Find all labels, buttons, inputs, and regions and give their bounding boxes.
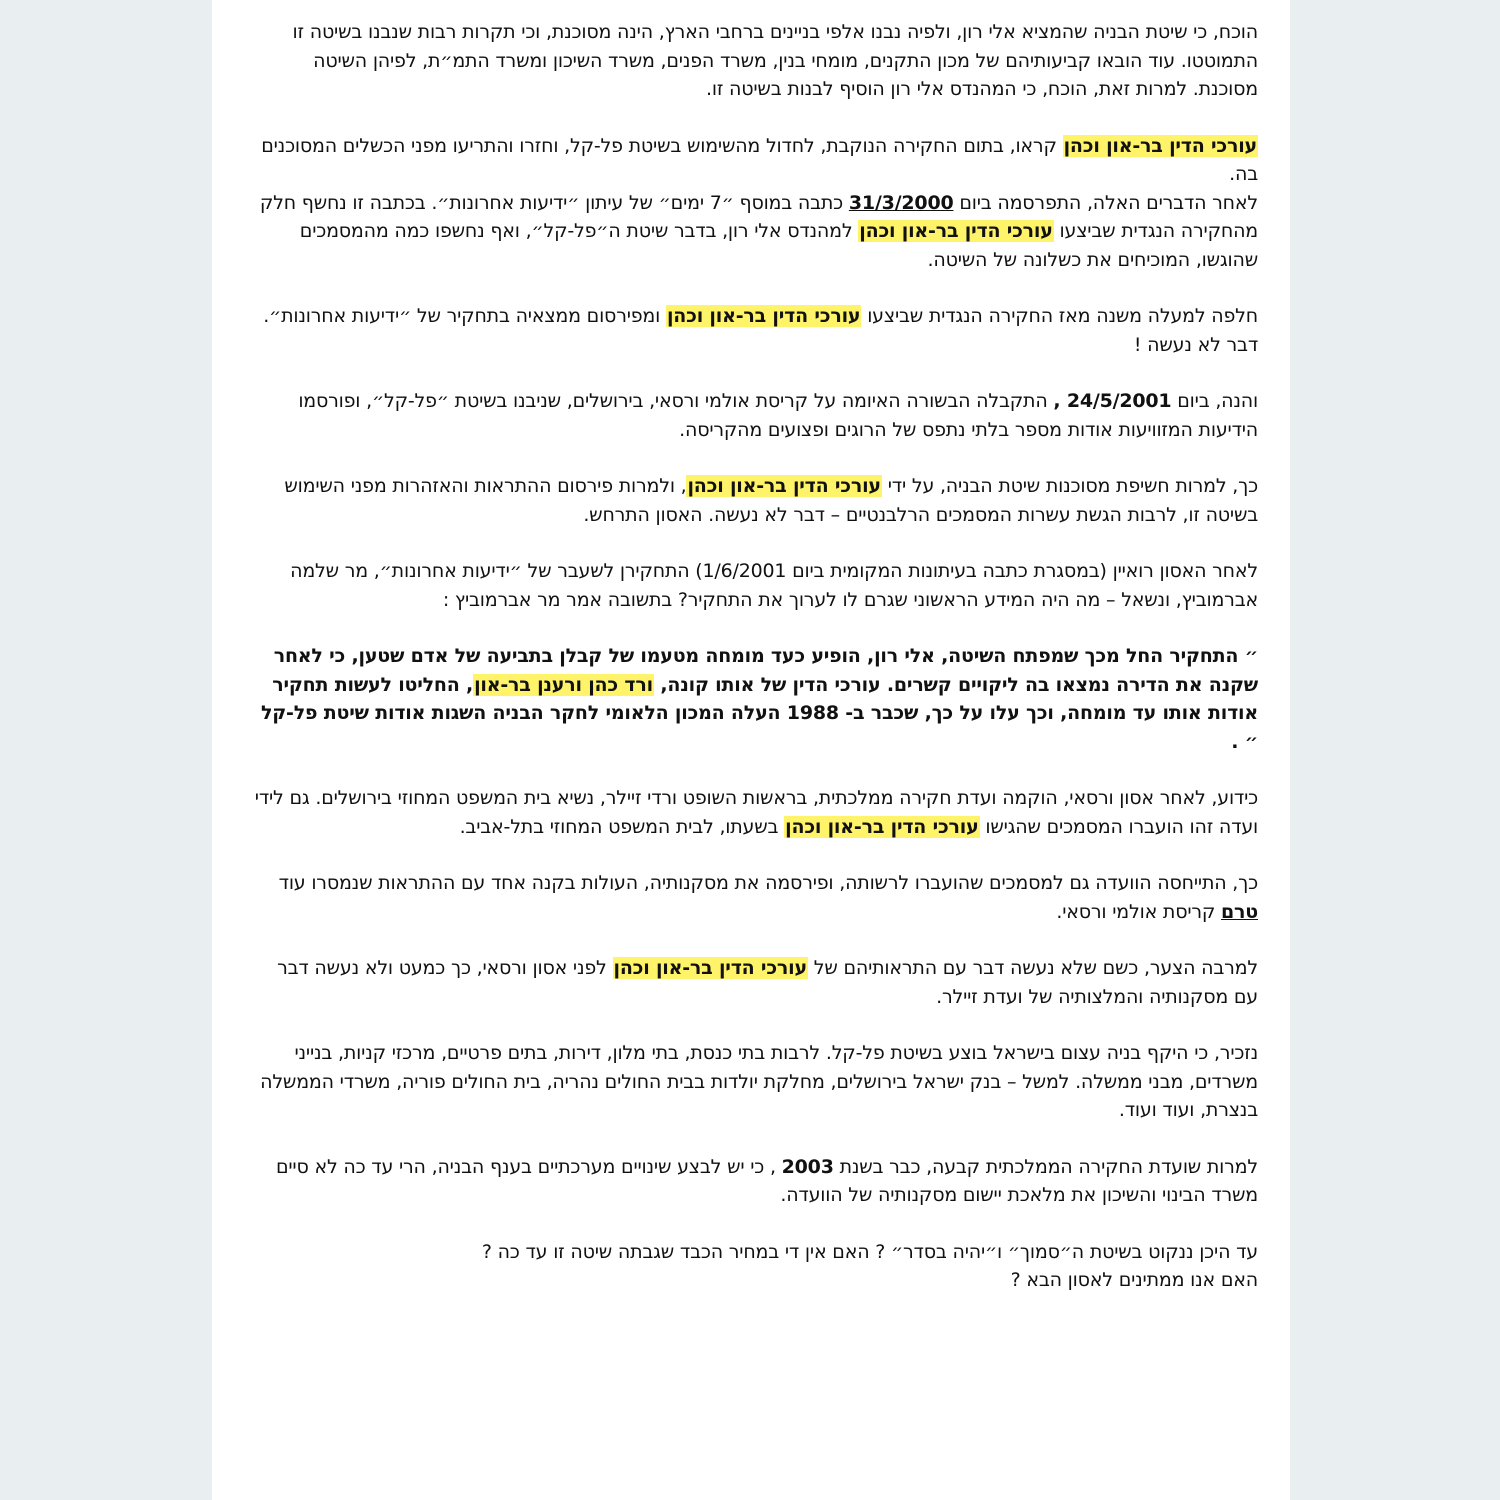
quote-text-1: ״ התחקיר החל מכך שמפתח השיטה, אלי רון, הופיע כעד מומחה מטעמו של קבלן בתביעה של אדם שטען, כי לאחר שקנה את הדירה נמצאו בה ליקויים קשרים. עורכי הדין של אותו קונה, <box>273 645 1258 696</box>
paragraph-3-text-2: ומפירסום ממצאיה בתחקיר של ״ידיעות אחרונות״. דבר לא נעשה ! <box>263 305 1258 356</box>
highlight-lawyers: עורכי הדין בר-און וכהן <box>1063 134 1257 157</box>
paragraph-12b: האם אנו ממתינים לאסון הבא ? <box>1010 1269 1258 1291</box>
paragraph-4 <box>254 387 1258 444</box>
paragraph-10: נזכיר, כי היקף בניה עצום בישראל בוצע בשיטת פל-קל. לרבות בתי כנסת, בתי מלון, דירות, בתים פרטיים, מרכזי קניות, בנייני משרדים, מבני ממשלה. למשל – בנק ישראל בירושלים, מחלקת יולדות בבית החולים נהריה, בית החולים פוריה, משרדי הממשלה בנצרת, ועוד ועוד. <box>260 1042 1258 1121</box>
paragraph-8-text-2: קריסת אולמי ורסאי. <box>1056 900 1222 923</box>
paragraph-7-text-2: בשעתו, לבית המשפט המחוזי בתל-אביב. <box>459 815 785 838</box>
date-2000: 31/3/2000 <box>848 191 954 214</box>
highlight-lawyers: עורכי הדין בר-און וכהן <box>687 475 881 497</box>
paragraph-6: לאחר האסון רואיין (במסגרת כתבה בעיתונות המקומית ביום 1/6/2001) התחקירן לשעבר של ״ידיעות אחרונות״, מר שלמה אברמוביץ, ונשאל – מה היה המידע הראשוני שגרם לו לערוך את התחקיר? בתשובה אמר מר אברמוביץ : <box>290 560 1258 611</box>
paragraph-3-text-1: חלפה למעלה משנה מאז החקירה הנגדית שביצעו <box>861 305 1258 327</box>
paragraph-2b-text-3: למהנדס אלי רון, בדבר שיטת ה״פל-קל״, ואף נחשפו כמה מהמסמכים שהוגשו, המוכיחים את כשלונה של השיטה. <box>299 220 1258 271</box>
paragraph-5-text-2: , ולמרות פירסום ההתראות והאזהרות מפני השימוש בשיטה זו, לרבות הגשת עשרות המסמכים הרלבנטיים – דבר לא נעשה. האסון התרחש. <box>284 475 1258 526</box>
paragraph-11 <box>254 1153 1258 1210</box>
paragraph-11-text-1: למרות שועדת החקירה הממלכתית קבעה, כבר בשנת <box>833 1155 1258 1178</box>
highlight-lawyers: עורכי הדין בר-און וכהן <box>613 957 807 979</box>
highlight-lawyers: עורכי הדין בר-און וכהן <box>666 305 861 327</box>
paragraph-7-text-1: כידוע, לאחר אסון ורסאי, הוקמה ועדת חקירה ממלכתית, בראשות השופט ורדי זיילר, נשיא בית המשפט המחוזי בירושלים. גם לידי ועדה זהו הועברו המסמכים שהגישו <box>254 787 1258 838</box>
highlight-lawyer-names: ורד כהן ורענן בר-און <box>474 673 653 696</box>
paragraph-3 <box>254 302 1258 359</box>
document-body <box>254 18 1258 1323</box>
emphasis-term: טרם <box>1221 900 1258 923</box>
paragraph-12a: עד היכן ננקוט בשיטת ה״סמוך״ ו״יהיה בסדר״ ? האם אין די במחיר הכבד שגבתה שיטה זו עד כה ? <box>481 1240 1258 1263</box>
paragraph-2b <box>254 189 1258 275</box>
year-2003: 2003 <box>781 1155 834 1178</box>
highlight-lawyers: עורכי הדין בר-און וכהן <box>785 815 979 838</box>
date-2001: 24/5/2001 , <box>1053 390 1172 412</box>
paragraph-1: הוכח, כי שיטת הבניה שהמציא אלי רון, ולפיה נבנו אלפי בניינים ברחבי הארץ, הינה מסוכנת, וכי תקרות רבות שנבנו בשיטה זו התמוטטו. עוד הובאו קביעותיהם של מכון התקנים, מומחי בנין, משרד הפנים, משרד השיכון ומשרד התמ״ת, לפיהן השיטה מסוכנת. למרות זאת, הוכח, כי המהנדס אלי רון הוסיף לבנות בשיטה זו. <box>292 21 1258 100</box>
quote-text-2: , החליטו לעשות תחקיר אודות אותו עד מומחה, וכך עלו על כך, שכבר ב- 1988 העלה המכון הלאומי לחקר הבניה השגות אודות שיטת פל-קל ״ . <box>260 673 1258 753</box>
paragraph-11-text-2: , כי יש לבצע שינויים מערכתיים בענף הבניה, הרי עד כה לא סיים משרד הבינוי והשיכון את מלאכת יישום מסקנותיה של הוועדה. <box>275 1155 1258 1206</box>
paragraph-4-text-2: התקבלה הבשורה האיומה על קריסת אולמי ורסאי, בירושלים, שניבנו בשיטת ״פל-קל״, ופורסמו הידיעות המזוויעות אודות מספר בלתי נתפס של הרוגים ופצועים מהקריסה. <box>298 390 1258 441</box>
paragraph-2b-text-2: כתבה במוסף ״7 ימים״ של עיתון ״ידיעות אחרונות״. בכתבה זו נחשף חלק מהחקירה הנגדית שביצעו <box>259 191 1258 242</box>
highlight-lawyers: עורכי הדין בר-און וכהן <box>859 220 1053 242</box>
document-page <box>212 0 1290 1500</box>
paragraph-5 <box>254 472 1258 529</box>
paragraph-5-text-1: כך, למרות חשיפת מסוכנות שיטת הבניה, על ידי <box>881 475 1258 497</box>
paragraph-2a-text: קראו, בתום החקירה הנוקבת, לחדול מהשימוש בשיטת פל-קל, וחזרו והתריעו מפני הכשלים המסוכנים בה. <box>261 134 1258 185</box>
paragraph-2a <box>254 132 1258 189</box>
paragraph-7 <box>254 784 1258 841</box>
quote-paragraph <box>254 642 1258 756</box>
paragraph-4-text-1: והנה, ביום <box>1171 390 1258 412</box>
paragraph-9-text-1: למרבה הצער, כשם שלא נעשה דבר עם התראותיהם של <box>807 957 1258 979</box>
paragraph-2b-text-1: לאחר הדברים האלה, התפרסמה ביום <box>953 191 1258 214</box>
paragraph-9 <box>254 954 1258 1011</box>
paragraph-8-text-1: כך, התייחסה הוועדה גם למסמכים שהועברו לרשותה, ופירסמה את מסקנותיה, העולות בקנה אחד עם ההתראות שנמסרו עוד <box>278 872 1258 894</box>
paragraph-8 <box>254 869 1258 926</box>
paragraph-9-text-2: לפני אסון ורסאי, כך כמעט ולא נעשה דבר עם מסקנותיה והמלצותיה של ועדת זיילר. <box>277 957 1258 1008</box>
